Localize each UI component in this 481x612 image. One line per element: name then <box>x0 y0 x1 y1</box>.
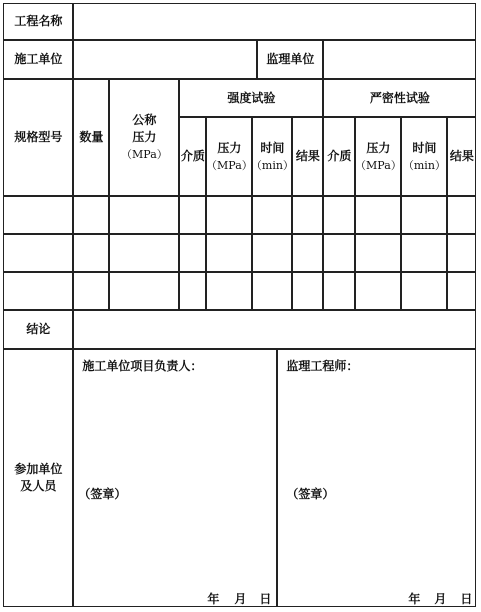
supervisor-seal-label: （签章） <box>286 487 335 502</box>
table-cell[interactable] <box>206 234 252 272</box>
tightness-test-label: 严密性试验 <box>369 90 430 105</box>
contractor-date-year: 年 <box>207 592 220 607</box>
conclusion-value-cell[interactable] <box>73 310 476 349</box>
table-cell[interactable] <box>206 196 252 234</box>
nominal-pressure-unit: （MPa） <box>121 148 168 162</box>
tightness-medium-label: 介质 <box>327 149 352 164</box>
table-cell[interactable] <box>73 196 109 234</box>
table-cell[interactable] <box>401 196 447 234</box>
project-name-label-cell <box>3 3 73 40</box>
supervisor-date-month: 月 <box>434 592 447 607</box>
strength-pressure-header <box>206 117 252 196</box>
strength-test-header-cell <box>179 79 323 117</box>
participants-label-cell <box>3 349 73 607</box>
tightness-time-unit: （min） <box>402 158 446 172</box>
strength-test-label: 强度试验 <box>227 90 276 105</box>
table-cell[interactable] <box>447 234 476 272</box>
table-cell[interactable] <box>179 272 206 310</box>
supervisor-signature-cell[interactable] <box>277 349 476 607</box>
table-cell[interactable] <box>179 234 206 272</box>
strength-time-header <box>252 117 292 196</box>
tightness-time-label: 时间 <box>412 140 437 155</box>
supervisor-date-year: 年 <box>408 592 421 607</box>
contractor-manager-label: 施工单位项目负责人： <box>82 359 203 374</box>
tightness-time-header <box>401 117 447 196</box>
conclusion-label: 结论 <box>26 322 51 337</box>
supervisor-date-day: 日 <box>460 592 473 607</box>
table-cell[interactable] <box>206 272 252 310</box>
supervisor-label-cell <box>257 40 323 79</box>
table-cell[interactable] <box>355 196 401 234</box>
project-name-label: 工程名称 <box>14 14 63 29</box>
table-cell[interactable] <box>73 272 109 310</box>
table-cell[interactable] <box>252 234 292 272</box>
strength-result-label: 结果 <box>295 149 320 164</box>
tightness-result-header <box>447 117 476 196</box>
contractor-value-cell[interactable] <box>73 40 257 79</box>
participants-label-line2: 及人员 <box>20 479 57 494</box>
strength-medium-label: 介质 <box>180 149 205 164</box>
quantity-label: 数量 <box>79 130 104 145</box>
supervising-engineer-label: 监理工程师： <box>286 359 359 374</box>
table-cell[interactable] <box>252 272 292 310</box>
tightness-pressure-label: 压力 <box>366 140 391 155</box>
tightness-test-header-cell <box>323 79 476 117</box>
table-cell[interactable] <box>292 234 323 272</box>
contractor-date-month: 月 <box>234 592 247 607</box>
supervisor-label: 监理单位 <box>266 52 315 67</box>
contractor-label-cell <box>3 40 73 79</box>
table-cell[interactable] <box>447 272 476 310</box>
table-cell[interactable] <box>179 196 206 234</box>
table-cell[interactable] <box>109 196 179 234</box>
tightness-pressure-header <box>355 117 401 196</box>
contractor-seal-label: （签章） <box>78 487 127 502</box>
table-cell[interactable] <box>355 234 401 272</box>
quantity-header-cell <box>73 79 109 196</box>
tightness-medium-header <box>323 117 355 196</box>
contractor-label: 施工单位 <box>14 52 63 67</box>
table-cell[interactable] <box>323 272 355 310</box>
table-cell[interactable] <box>401 234 447 272</box>
spec-header-cell <box>3 79 73 196</box>
table-cell[interactable] <box>355 272 401 310</box>
conclusion-label-cell <box>3 310 73 349</box>
nominal-pressure-line1: 公称 <box>132 113 157 128</box>
table-cell[interactable] <box>3 272 73 310</box>
table-cell[interactable] <box>292 196 323 234</box>
table-cell[interactable] <box>109 272 179 310</box>
table-cell[interactable] <box>109 234 179 272</box>
table-cell[interactable] <box>401 272 447 310</box>
strength-pressure-unit: （MPa） <box>206 158 253 172</box>
table-cell[interactable] <box>3 196 73 234</box>
spec-label: 规格型号 <box>14 130 63 145</box>
nominal-pressure-line2: 压力 <box>132 130 157 145</box>
table-cell[interactable] <box>323 196 355 234</box>
strength-pressure-label: 压力 <box>217 140 242 155</box>
table-cell[interactable] <box>447 196 476 234</box>
nominal-pressure-header-cell <box>109 79 179 196</box>
strength-time-unit: （min） <box>250 158 294 172</box>
tightness-result-label: 结果 <box>449 149 474 164</box>
strength-medium-header <box>179 117 206 196</box>
strength-result-header <box>292 117 323 196</box>
supervisor-value-cell[interactable] <box>323 40 476 79</box>
tightness-pressure-unit: （MPa） <box>355 158 402 172</box>
table-cell[interactable] <box>292 272 323 310</box>
contractor-date-day: 日 <box>259 592 272 607</box>
project-name-value-cell[interactable] <box>73 3 476 40</box>
table-cell[interactable] <box>3 234 73 272</box>
table-cell[interactable] <box>323 234 355 272</box>
contractor-signature-cell[interactable] <box>73 349 277 607</box>
strength-time-label: 时间 <box>260 140 285 155</box>
table-cell[interactable] <box>73 234 109 272</box>
table-cell[interactable] <box>252 196 292 234</box>
participants-label-line1: 参加单位 <box>14 462 63 477</box>
